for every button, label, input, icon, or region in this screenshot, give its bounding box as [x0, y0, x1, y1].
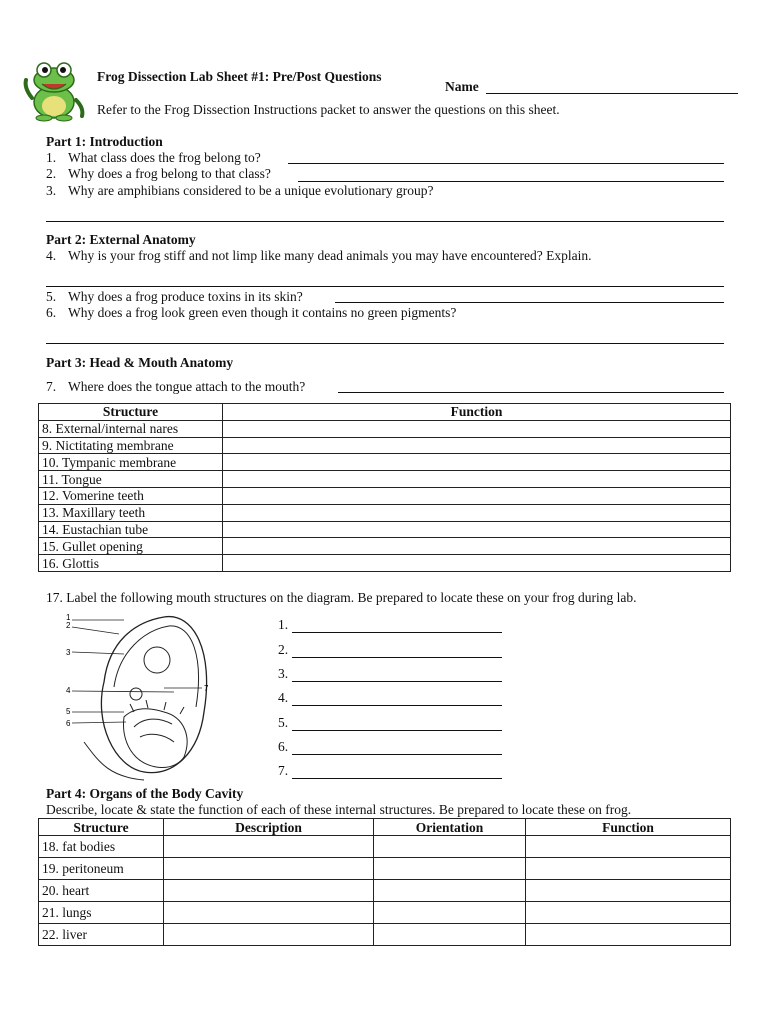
table-row: 11. Tongue — [39, 471, 731, 488]
table-row: 9. Nictitating membrane — [39, 437, 731, 454]
part4-instructions: Describe, locate & state the function of each of these internal structures. Be prepared to locate these on frog. — [46, 802, 632, 817]
structure-header: Structure — [39, 819, 164, 836]
function-cell[interactable] — [223, 487, 731, 504]
diagram-label-6: 6 — [66, 719, 71, 728]
function-header: Function — [526, 819, 731, 836]
blank-item-5[interactable]: 5. — [278, 715, 502, 731]
description-cell[interactable] — [164, 836, 374, 858]
part3-heading: Part 3: Head & Mouth Anatomy — [46, 355, 234, 370]
function-cell[interactable] — [223, 420, 731, 437]
function-cell[interactable] — [526, 858, 731, 880]
table-row: 14. Eustachian tube — [39, 521, 731, 538]
answer-line-3[interactable] — [46, 221, 724, 222]
answer-line-4[interactable] — [46, 286, 724, 287]
blank-item-3[interactable]: 3. — [278, 666, 502, 682]
question-7: 7. Where does the tongue attach to the mouth? — [46, 379, 306, 394]
function-cell[interactable] — [223, 454, 731, 471]
structure-header: Structure — [39, 404, 223, 421]
table-row: 16. Glottis — [39, 555, 731, 572]
name-input-line[interactable] — [486, 93, 738, 94]
orientation-cell[interactable] — [374, 924, 526, 946]
function-cell[interactable] — [223, 521, 731, 538]
sheet-title: Frog Dissection Lab Sheet #1: Pre/Post Questions — [97, 69, 382, 84]
orientation-cell[interactable] — [374, 858, 526, 880]
blank-item-4[interactable]: 4. — [278, 690, 502, 706]
function-cell[interactable] — [223, 555, 731, 572]
name-label: Name — [445, 79, 479, 94]
frog-mascot-icon — [20, 58, 88, 122]
table-row: 15. Gullet opening — [39, 538, 731, 555]
answer-line-1[interactable] — [288, 163, 724, 164]
table-row: 21. lungs — [39, 902, 731, 924]
table-row: 13. Maxillary teeth — [39, 504, 731, 521]
diagram-label-5: 5 — [66, 707, 71, 716]
table-row: 19. peritoneum — [39, 858, 731, 880]
orientation-cell[interactable] — [374, 836, 526, 858]
blank-item-2[interactable]: 2. — [278, 642, 502, 658]
orientation-cell[interactable] — [374, 880, 526, 902]
diagram-label-3: 3 — [66, 648, 71, 657]
answer-line-2[interactable] — [298, 181, 724, 182]
answer-line-7[interactable] — [338, 392, 724, 393]
diagram-label-2: 2 — [66, 621, 71, 630]
blank-item-1[interactable]: 1. — [278, 617, 502, 633]
mouth-structures-table — [38, 403, 731, 572]
orientation-header: Orientation — [374, 819, 526, 836]
function-cell[interactable] — [526, 924, 731, 946]
function-header: Function — [223, 404, 731, 421]
question-1: 1. What class does the frog belong to? — [46, 150, 261, 165]
answer-line-6[interactable] — [46, 343, 724, 344]
question-4: 4. Why is your frog stiff and not limp like many dead animals you may have encountered? Explain. — [46, 248, 592, 263]
description-cell[interactable] — [164, 902, 374, 924]
description-cell[interactable] — [164, 880, 374, 902]
body-cavity-table — [38, 818, 731, 946]
orientation-cell[interactable] — [374, 902, 526, 924]
blank-item-6[interactable]: 6. — [278, 739, 502, 755]
question-3: 3. Why are amphibians considered to be a unique evolutionary group? — [46, 183, 434, 198]
table-row: 18. fat bodies — [39, 836, 731, 858]
frog-mouth-diagram — [64, 612, 224, 782]
function-cell[interactable] — [526, 836, 731, 858]
table-row: 10. Tympanic membrane — [39, 454, 731, 471]
function-cell[interactable] — [223, 471, 731, 488]
description-cell[interactable] — [164, 858, 374, 880]
answer-line-5[interactable] — [335, 302, 724, 303]
function-cell[interactable] — [526, 902, 731, 924]
question-2: 2. Why does a frog belong to that class? — [46, 166, 271, 181]
table-row: 20. heart — [39, 880, 731, 902]
table-row: 22. liver — [39, 924, 731, 946]
part4-heading: Part 4: Organs of the Body Cavity — [46, 786, 244, 801]
part1-heading: Part 1: Introduction — [46, 134, 163, 149]
part2-heading: Part 2: External Anatomy — [46, 232, 196, 247]
question-17: 17. Label the following mouth structures on the diagram. Be prepared to locate these on your frog during lab. — [46, 590, 637, 605]
table-row: 8. External/internal nares — [39, 420, 731, 437]
diagram-label-1: 1 — [66, 613, 71, 622]
function-cell[interactable] — [223, 504, 731, 521]
sheet-instructions: Refer to the Frog Dissection Instructions packet to answer the questions on this sheet. — [97, 102, 560, 117]
function-cell[interactable] — [223, 538, 731, 555]
description-header: Description — [164, 819, 374, 836]
diagram-label-4: 4 — [66, 686, 71, 695]
diagram-label-7: 7 — [204, 684, 209, 693]
table-row: 12. Vomerine teeth — [39, 487, 731, 504]
question-6: 6. Why does a frog look green even though it contains no green pigments? — [46, 305, 457, 320]
blank-item-7[interactable]: 7. — [278, 763, 502, 779]
question-5: 5. Why does a frog produce toxins in its skin? — [46, 289, 303, 304]
function-cell[interactable] — [223, 437, 731, 454]
description-cell[interactable] — [164, 924, 374, 946]
function-cell[interactable] — [526, 880, 731, 902]
